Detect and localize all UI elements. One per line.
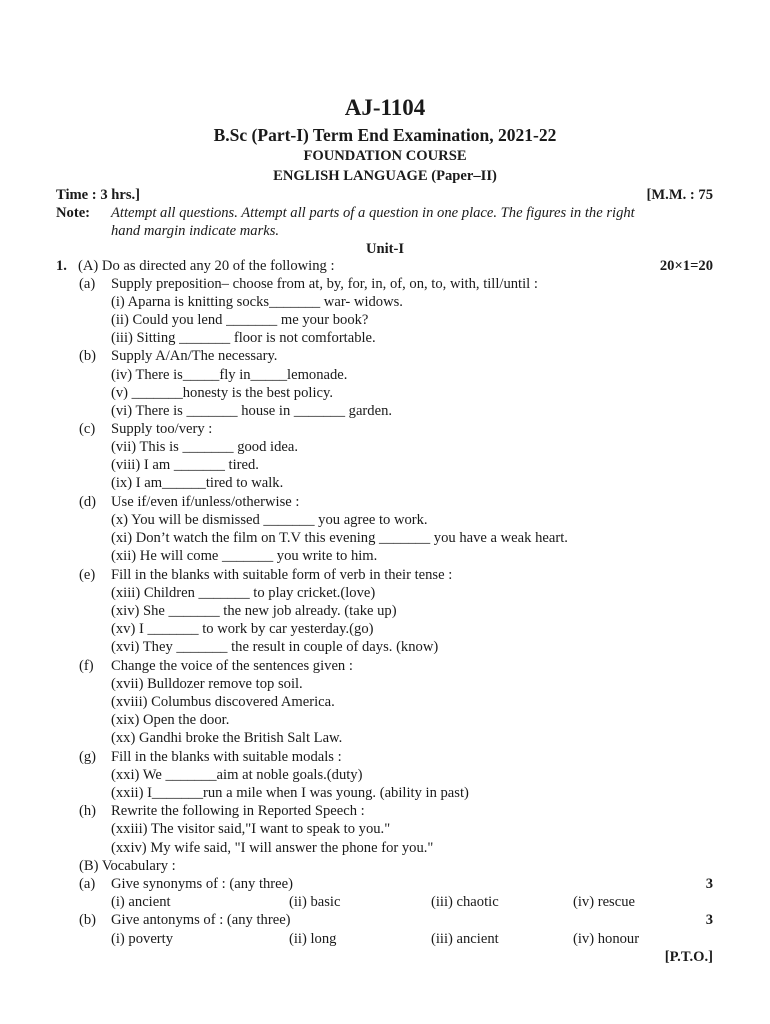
paper-code: AJ-1104 <box>344 95 426 120</box>
section-label: (b) <box>79 348 97 364</box>
max-marks: [M.M. : 75 <box>646 187 713 203</box>
question-item: (vii) This is _______ good idea. <box>111 439 299 455</box>
vocab-word: (i) poverty <box>111 931 174 947</box>
unit-heading: Unit-I <box>365 241 405 257</box>
vocab-words-row <box>0 930 770 948</box>
question-item: (xi) Don’t watch the film on T.V this evening _______ you have a weak heart. <box>111 530 568 546</box>
section-label: (c) <box>79 421 96 437</box>
vocab-marks: 3 <box>705 876 713 892</box>
section-label: (h) <box>79 803 97 819</box>
question-item: (xxiii) The visitor said,"I want to speak to you." <box>111 821 391 837</box>
part-a-marks: 20×1=20 <box>659 258 713 274</box>
section-label: (e) <box>79 567 96 583</box>
note-label: Note: <box>56 205 91 221</box>
section-heading: Use if/even if/unless/otherwise : <box>111 494 300 510</box>
vocab-heading: Give antonyms of : (any three) <box>111 912 291 928</box>
question-number: 1. <box>56 258 67 274</box>
question-item: (xvii) Bulldozer remove top soil. <box>111 676 303 692</box>
question-item: (xx) Gandhi broke the British Salt Law. <box>111 730 343 746</box>
question-item: (xxi) We _______aim at noble goals.(duty) <box>111 767 363 783</box>
question-item: (viii) I am _______ tired. <box>111 457 259 473</box>
question-item: (xviii) Columbus discovered America. <box>111 694 335 710</box>
section-heading: Change the voice of the sentences given : <box>111 658 353 674</box>
question-item: (xix) Open the door. <box>111 712 230 728</box>
section-heading: Fill in the blanks with suitable form of verb in their tense : <box>111 567 453 583</box>
question-item: (xxii) I_______run a mile when I was young. (ability in past) <box>111 785 469 801</box>
question-item: (x) You will be dismissed _______ you agree to work. <box>111 512 428 528</box>
section-label: (f) <box>79 658 94 674</box>
time-allowed: Time : 3 hrs.] <box>56 187 141 203</box>
question-item: (iv) There is_____fly in_____lemonade. <box>111 367 348 383</box>
vocab-label: (a) <box>79 876 96 892</box>
section-label: (a) <box>79 276 96 292</box>
subject-title: ENGLISH LANGUAGE (Paper–II) <box>273 168 497 184</box>
question-item: (xxiv) My wife said, "I will answer the phone for you." <box>111 840 434 856</box>
vocab-marks: 3 <box>705 912 713 928</box>
vocab-heading: Give synonyms of : (any three) <box>111 876 293 892</box>
question-item: (v) _______honesty is the best policy. <box>111 385 333 401</box>
question-item: (vi) There is _______ house in _______ garden. <box>111 403 393 419</box>
question-item: (ix) I am______tired to walk. <box>111 475 284 491</box>
section-heading: Fill in the blanks with suitable modals : <box>111 749 342 765</box>
section-heading: Rewrite the following in Reported Speech : <box>111 803 365 819</box>
vocab-word: (ii) basic <box>289 894 341 910</box>
question-item: (iii) Sitting _______ floor is not comfortable. <box>111 330 376 346</box>
section-heading: Supply A/An/The necessary. <box>111 348 278 364</box>
vocab-word: (iii) chaotic <box>431 894 499 910</box>
section-label: (g) <box>79 749 97 765</box>
section-heading: Supply preposition– choose from at, by, for, in, of, on, to, with, till/until : <box>111 276 538 292</box>
question-item: (xv) I _______ to work by car yesterday.(go) <box>111 621 374 637</box>
vocab-word: (iv) rescue <box>573 894 635 910</box>
vocab-words-row <box>0 893 770 911</box>
section-heading: Supply too/very : <box>111 421 213 437</box>
vocab-word: (i) ancient <box>111 894 171 910</box>
vocab-word: (ii) long <box>289 931 337 947</box>
exam-title: B.Sc (Part-I) Term End Examination, 2021-22 <box>213 125 557 145</box>
question-item: (i) Aparna is knitting socks_______ war- widows. <box>111 294 403 310</box>
note-text-line2: hand margin indicate marks. <box>111 223 280 239</box>
question-item: (xiii) Children _______ to play cricket.(love) <box>111 585 376 601</box>
vocab-word: (iv) honour <box>573 931 640 947</box>
course-title: FOUNDATION COURSE <box>303 148 467 164</box>
vocab-label: (b) <box>79 912 97 928</box>
question-item: (xvi) They _______ the result in couple of days. (know) <box>111 639 439 655</box>
question-item: (ii) Could you lend _______ me your book? <box>111 312 369 328</box>
section-label: (d) <box>79 494 97 510</box>
part-b-heading: (B) Vocabulary : <box>79 858 176 874</box>
vocab-word: (iii) ancient <box>431 931 499 947</box>
question-item: (xii) He will come _______ you write to him. <box>111 548 378 564</box>
question-item: (xiv) She _______ the new job already. (take up) <box>111 603 397 619</box>
pto-footer: [P.T.O.] <box>664 949 713 965</box>
part-a-heading: (A) Do as directed any 20 of the following : <box>78 258 335 274</box>
note-text-line1: Attempt all questions. Attempt all parts of a question in one place. The figures in the right <box>111 205 635 221</box>
